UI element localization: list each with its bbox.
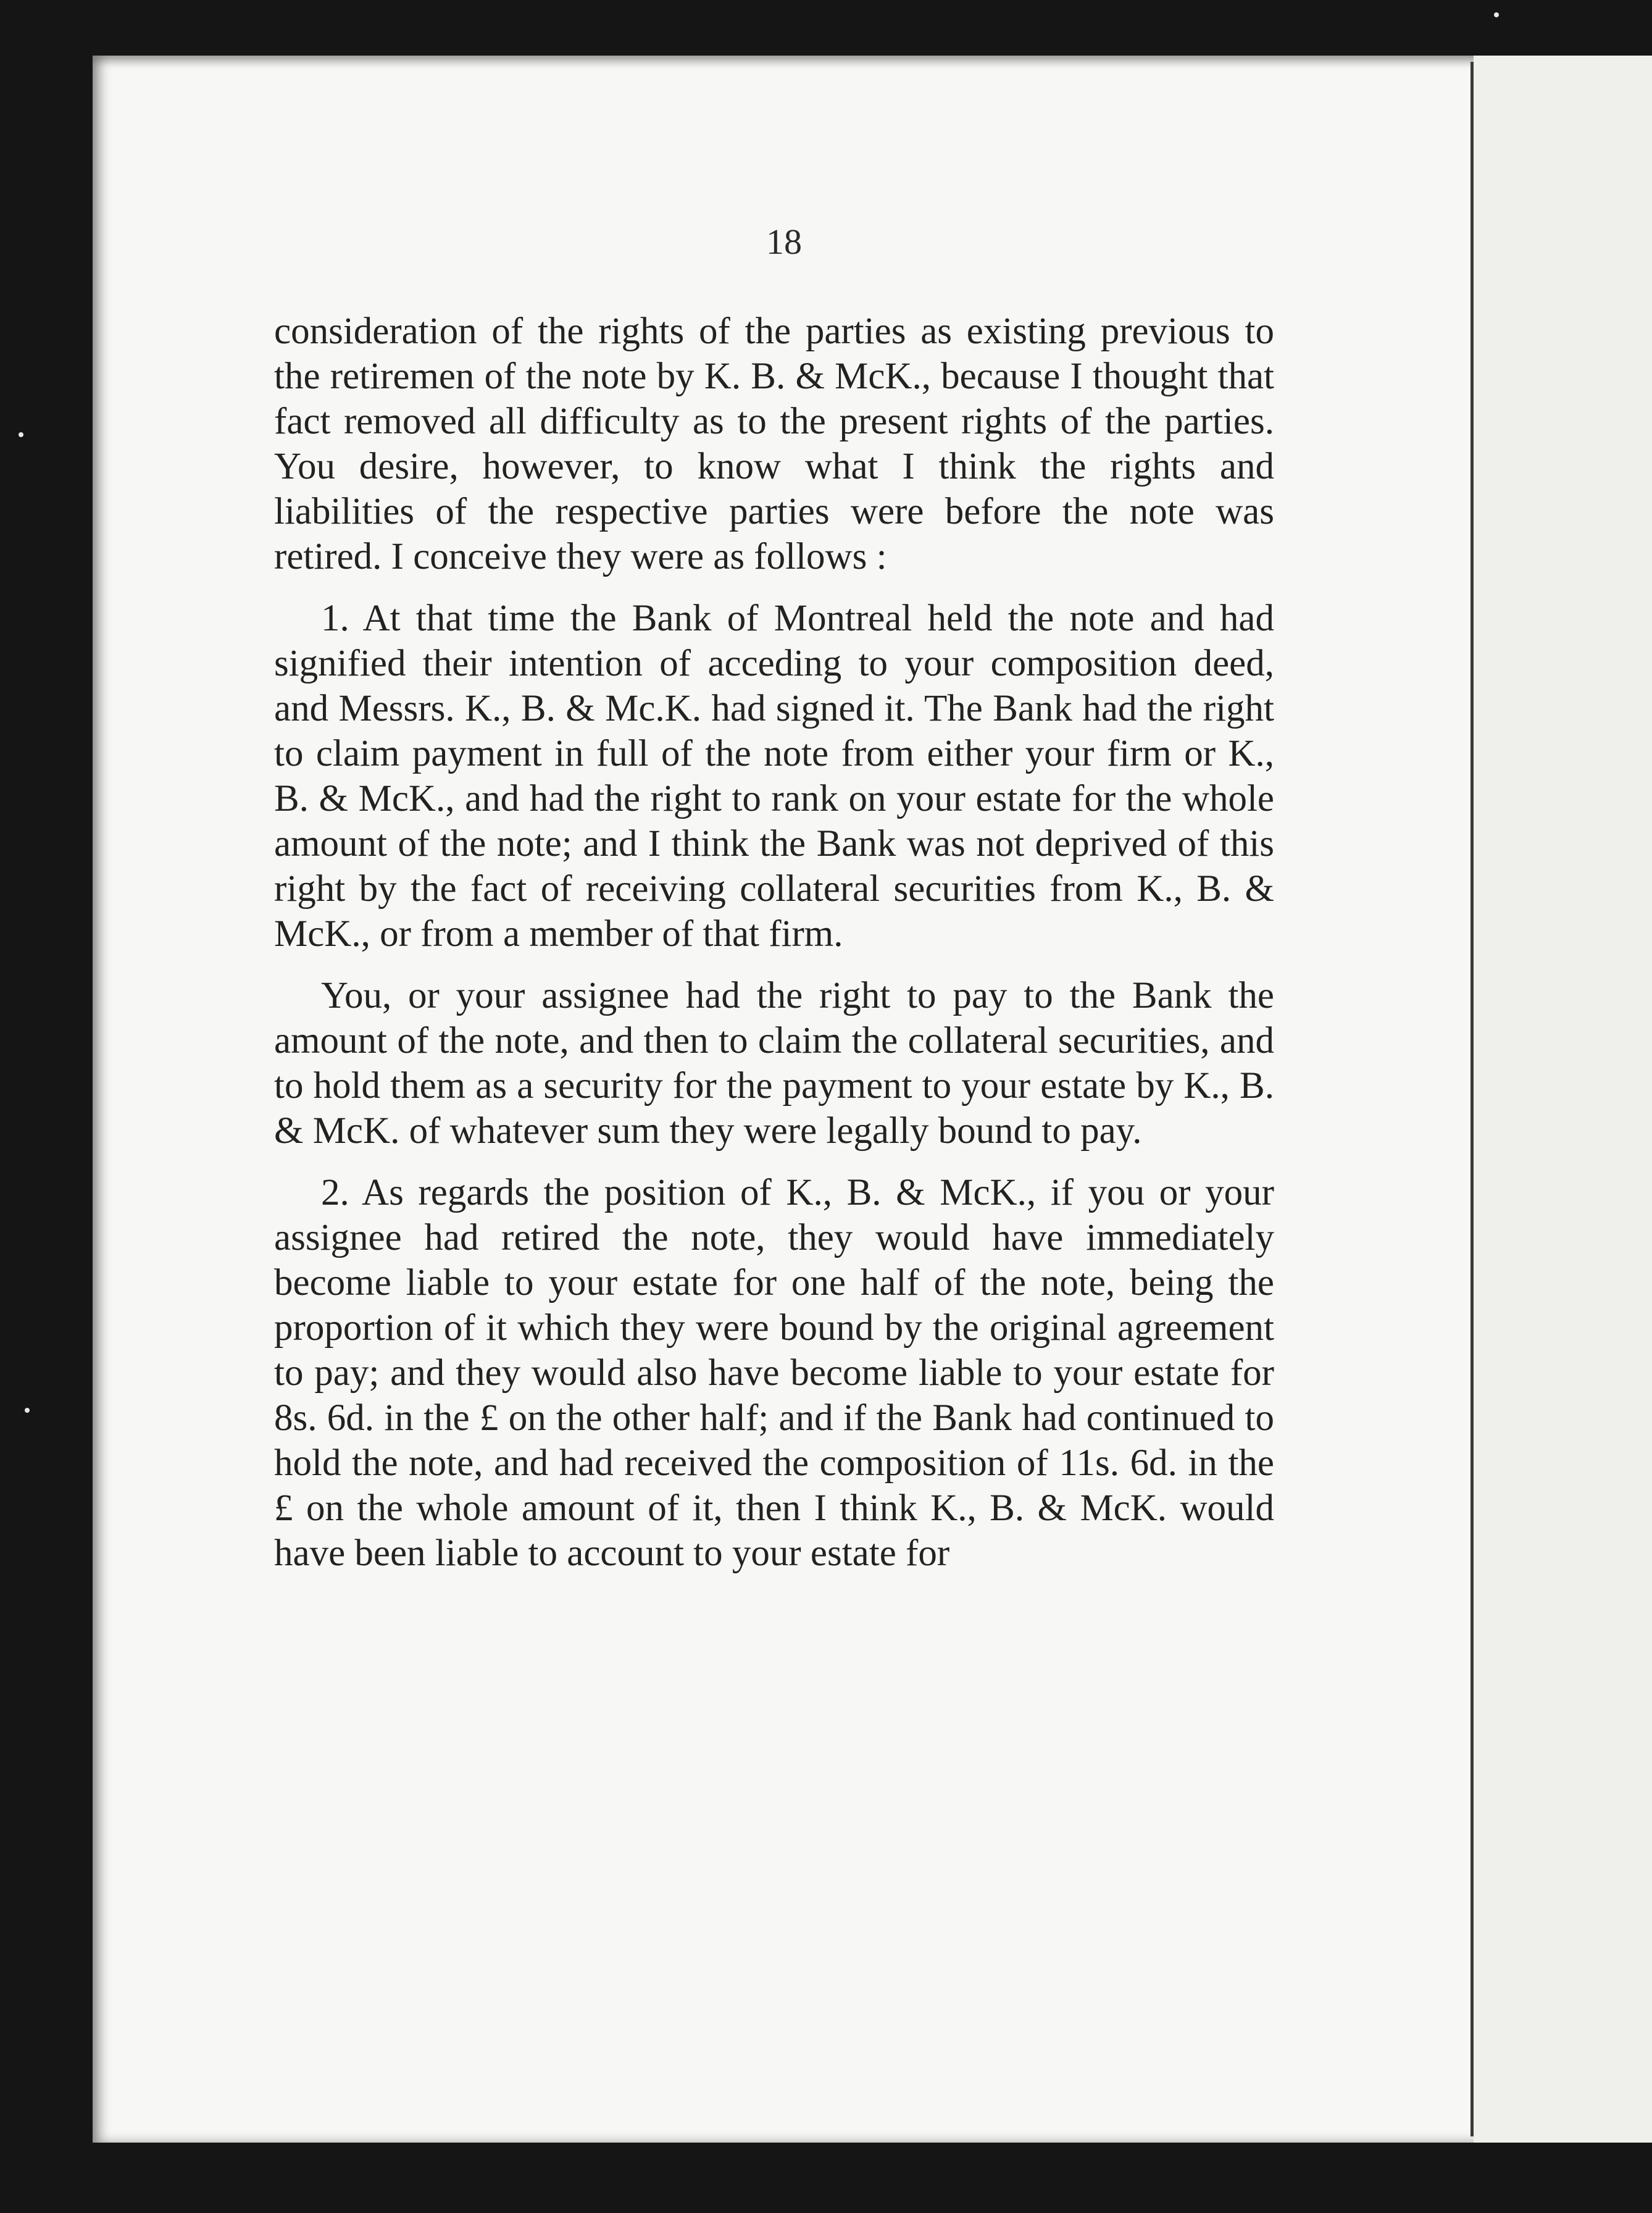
adjacent-page-edge (1474, 56, 1652, 2143)
scan-speck (1494, 12, 1499, 17)
page-fold-line (1471, 62, 1474, 2136)
scan-speck (19, 432, 23, 437)
paragraph-assignee-rights: You, or your assignee had the right to pay to the Bank the amount of the note, and then to claim the collateral securities, and to hold them as a security for the payment to your estate by K., B. & McK. of whatever sum they were legally bound to pay. (274, 975, 1274, 1152)
paragraph-continuation: consideration of the rights of the parties as existing previous to the retiremen of the note by K. B. & McK., because I thought that fact removed all difficulty as to the present rights of the parties. You desire, however, to know what I think the rights and liabilities of the respective parties were before the note was retired. I conceive they were as follows : (274, 311, 1274, 577)
body-text (274, 309, 1274, 1592)
scan-speck (25, 1408, 30, 1413)
page-number: 18 (766, 222, 802, 262)
paragraph-point-2: 2. As regards the position of K., B. & McK., if you or your assignee had retired the note, they would have immediately become liable to your estate for one half of the note, being the proportion of it which they were bound by the original agreement to pay; and they would also have become liable to your estate for 8s. 6d. in the £ on the other half; and if the Bank had continued to hold the note, and had received the composition of 11s. 6d. in the £ on the whole amount of it, then I think K., B. & McK. would have been liable to account to your estate for (274, 1172, 1274, 1574)
paragraph-point-1: 1. At that time the Bank of Montreal held the note and had signified their intention of acceding to your composition deed, and Messrs. K., B. & Mc.K. had signed it. The Bank had the right to claim payment in full of the note from either your firm or K., B. & McK., and had the right to rank on your estate for the whole amount of the note; and I think the Bank was not deprived of this right by the fact of receiving collateral securities from K., B. & McK., or from a member of that firm. (274, 598, 1274, 955)
